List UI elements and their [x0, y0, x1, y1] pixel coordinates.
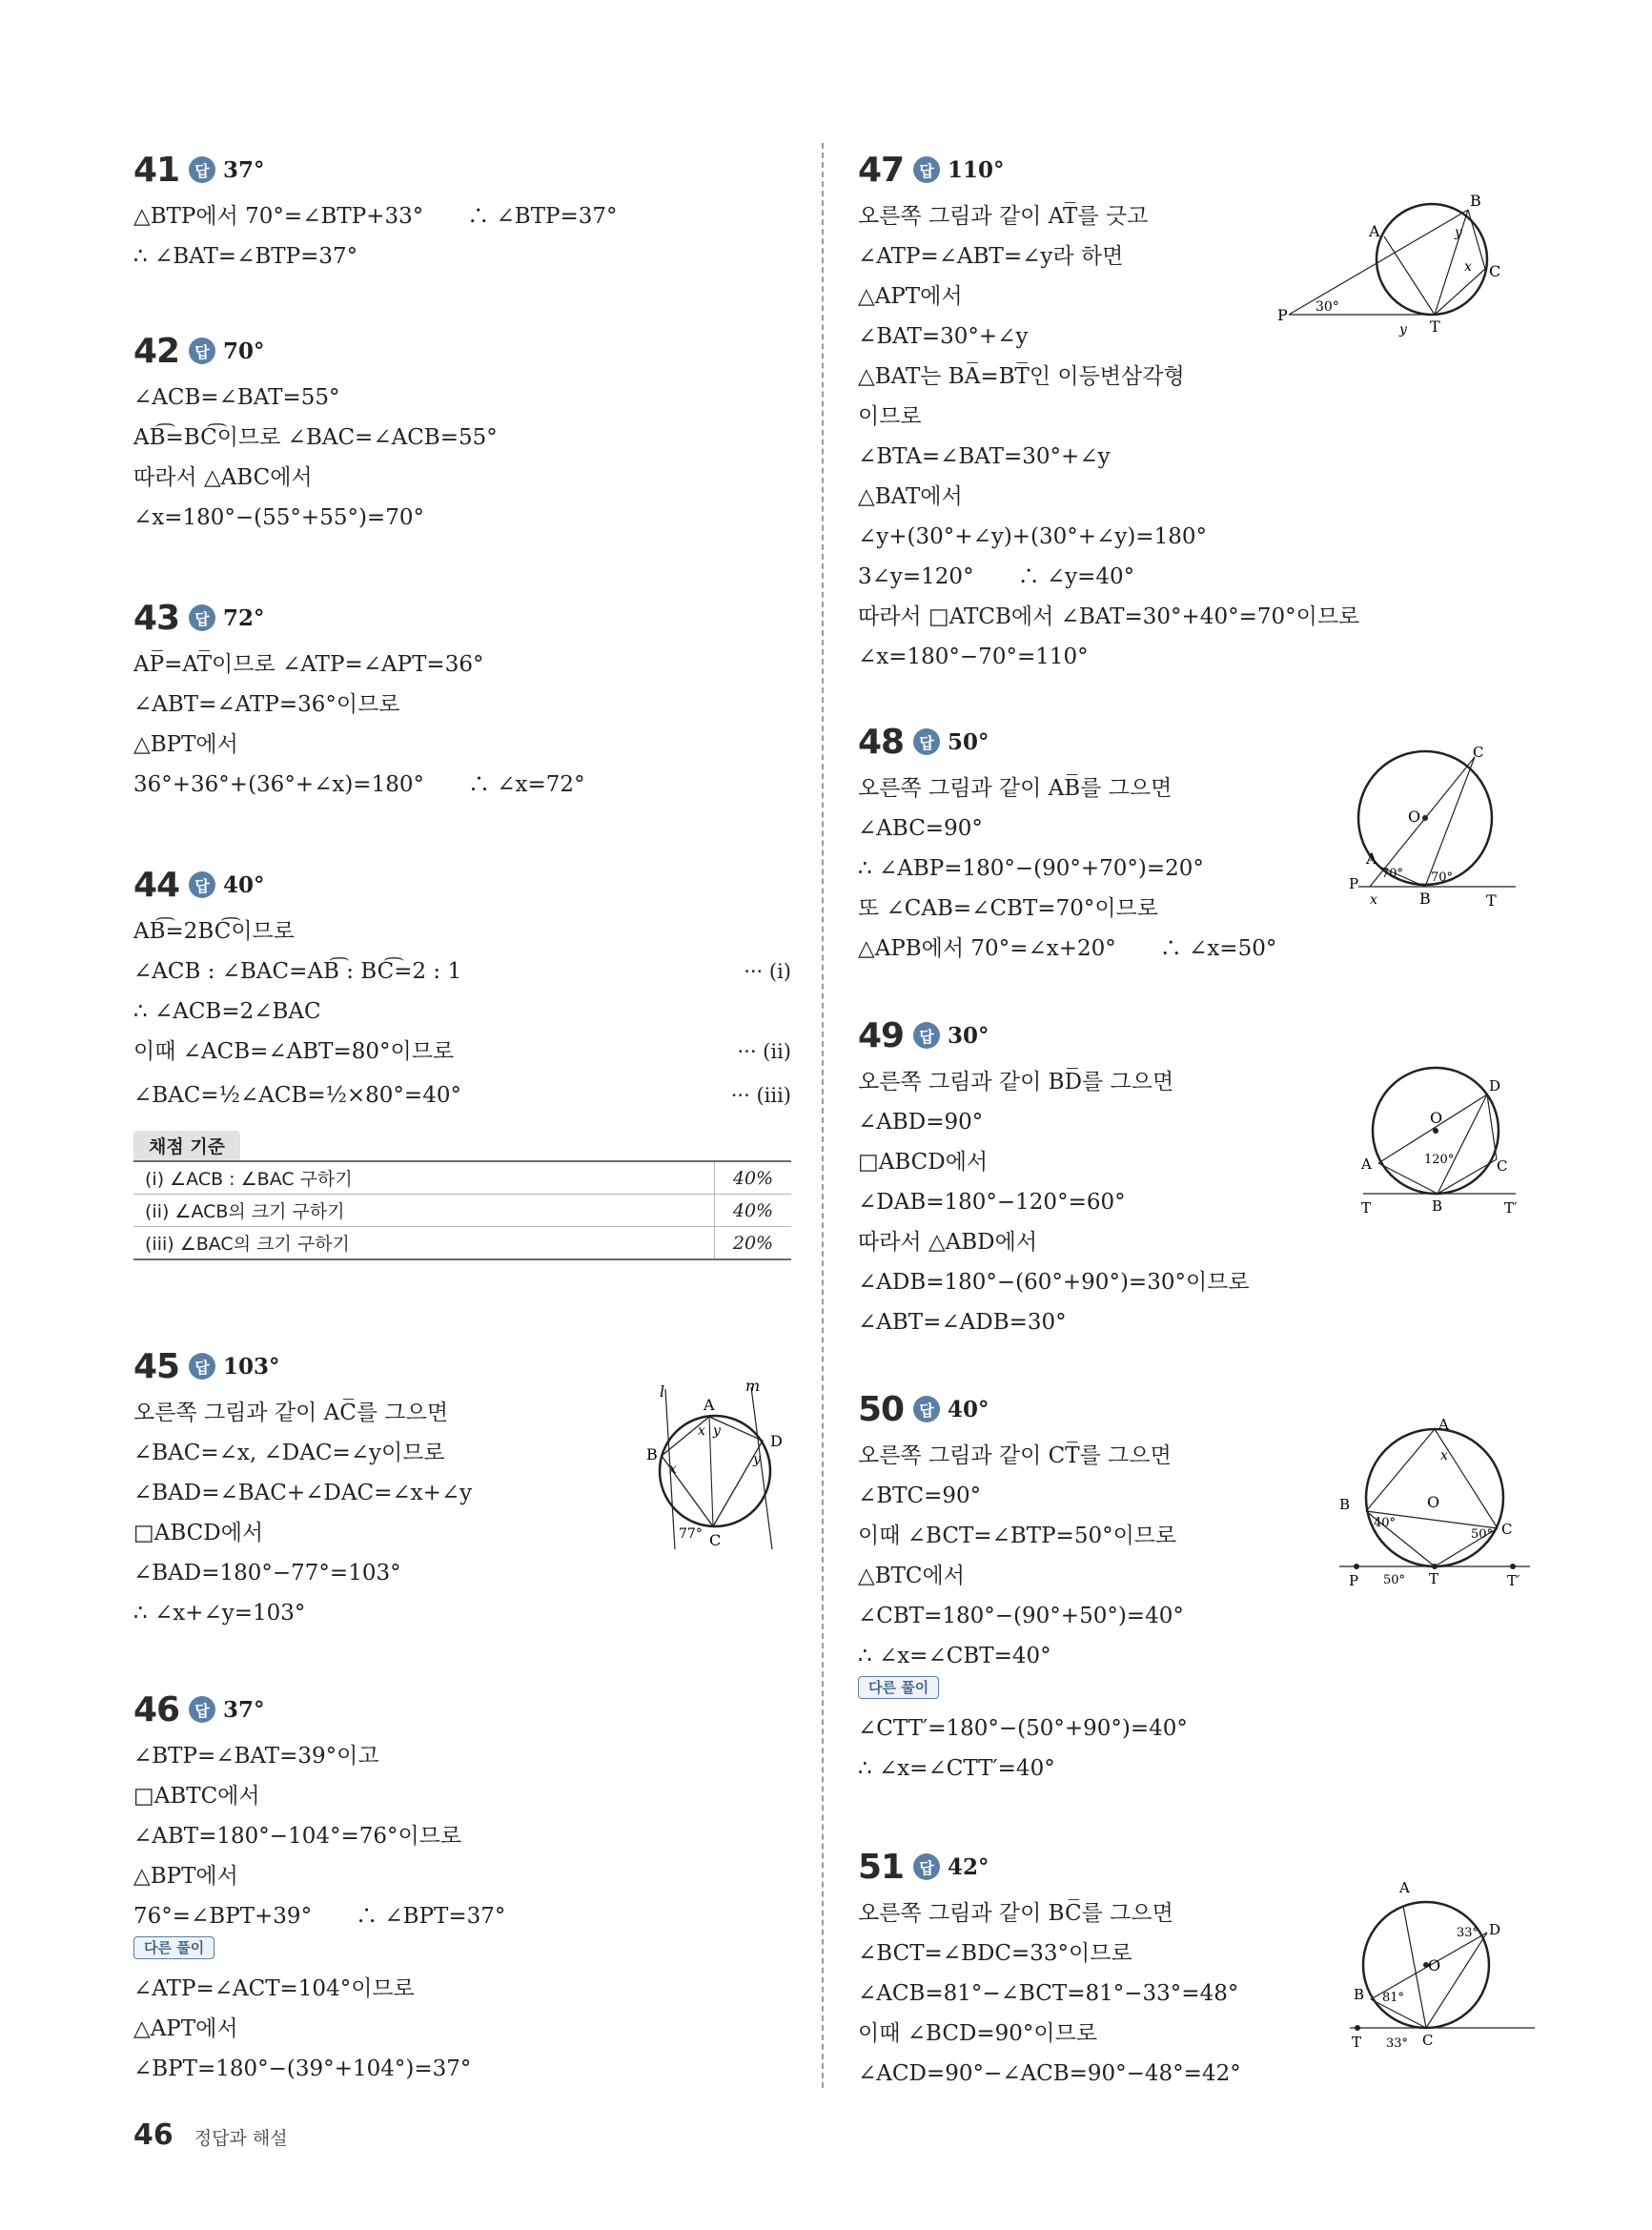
label-81: 81° — [1382, 1991, 1405, 2005]
page-footer — [133, 2118, 288, 2152]
problem-number: 45 — [133, 1346, 180, 1386]
problem-number: 46 — [133, 1689, 180, 1729]
solution-line — [133, 951, 791, 992]
problem-50 — [858, 1382, 1525, 1789]
solution-line: ∠ACB=∠BAT=55° — [133, 385, 340, 410]
label-d: D — [1489, 1077, 1501, 1095]
label-x: x — [1370, 892, 1377, 908]
solution-text: 이때 ∠ACB=∠ABT=80°이므로 — [133, 1039, 455, 1064]
scoring-criteria — [133, 1131, 791, 1260]
label-33: 33° — [1457, 1926, 1479, 1940]
solution-line: AB͡=2BC͡이므로 — [133, 919, 295, 944]
label-t: T — [1430, 317, 1440, 336]
label-b: B — [646, 1445, 658, 1463]
label-y2: y — [1399, 322, 1407, 338]
label-b: B — [1339, 1496, 1351, 1513]
label-x: x — [1440, 1448, 1448, 1463]
label-a: A — [1438, 1416, 1449, 1433]
label-c: C — [1473, 744, 1484, 761]
alt-solution-tag-row — [133, 1936, 791, 1969]
label-m: m — [745, 1378, 761, 1395]
problem-number: 50 — [858, 1389, 905, 1429]
label-c: C — [709, 1531, 722, 1549]
circle-diagram — [1344, 1873, 1535, 2058]
label-c: C — [1422, 2032, 1434, 2049]
criteria-pct: 40% — [715, 1161, 792, 1195]
solution-line: △BPT에서 — [133, 1864, 238, 1889]
solution-line: △BAT에서 — [858, 484, 963, 509]
solution-line: □ABTC에서 — [133, 1784, 260, 1809]
solution-line: ∠ABT=∠ADB=30° — [858, 1310, 1067, 1335]
solution-line: ∠BAD=180°−77°=103° — [133, 1561, 401, 1586]
answer-badge: 답 — [913, 1022, 940, 1049]
label-t: T — [1429, 1570, 1439, 1587]
problem-43 — [133, 591, 791, 805]
label-c: C — [1501, 1521, 1513, 1538]
label-a: A — [704, 1396, 715, 1414]
circle-diagram — [1344, 1056, 1525, 1232]
solution-line: 이때 ∠BCD=90°이므로 — [858, 2021, 1098, 2046]
label-y2: y — [753, 1452, 761, 1467]
solution-line: 이므로 — [858, 404, 922, 429]
solution-line: 3∠y=120° ∴ ∠y=40° — [858, 564, 1135, 589]
label-b: B — [1432, 1197, 1443, 1215]
answer-value: 110° — [948, 156, 1005, 183]
solution-line: 또 ∠CAB=∠CBT=70°이므로 — [858, 896, 1158, 921]
answer-badge: 답 — [913, 1853, 940, 1880]
solution-line: ∠ACB=81°−∠BCT=81°−33°=48° — [858, 1981, 1239, 2006]
solution-line: 76°=∠BPT+39° ∴ ∠BPT=37° — [133, 1904, 506, 1929]
label-40: 40° — [1374, 1516, 1397, 1530]
label-x2: x — [669, 1462, 677, 1477]
answer-badge: 답 — [913, 728, 940, 755]
problem-46 — [133, 1683, 791, 2089]
answer-badge: 답 — [189, 604, 215, 631]
label-t-prime: T′ — [1507, 1572, 1520, 1589]
solution-line: ∠BAC=∠x, ∠DAC=∠y이므로 — [133, 1441, 445, 1465]
label-a: A — [1361, 1156, 1372, 1173]
problem-42 — [133, 324, 791, 538]
solution-line: ∠CTT′=180°−(50°+90°)=40° — [858, 1716, 1188, 1741]
label-30: 30° — [1315, 299, 1339, 315]
label-t: T — [1486, 891, 1497, 910]
answer-badge: 답 — [913, 1396, 940, 1422]
label-t: T — [1352, 2034, 1362, 2051]
solution-line: ∠ADB=180°−(60°+90°)=30°이므로 — [858, 1270, 1250, 1295]
label-b: B — [1354, 1986, 1365, 2003]
problem-number: 48 — [858, 722, 905, 762]
criteria-label: (i) ∠ACB : ∠BAC 구하기 — [133, 1161, 715, 1195]
label-o: O — [1430, 1109, 1443, 1127]
solution-line: ∴ ∠x+∠y=103° — [133, 1601, 306, 1626]
solution-line: ∠x=180°−(55°+55°)=70° — [133, 505, 424, 530]
label-y: y — [713, 1423, 721, 1439]
label-x: x — [698, 1423, 705, 1439]
circle-diagram — [1277, 189, 1506, 345]
label-x: x — [1464, 259, 1472, 275]
answer-value: 70° — [223, 338, 265, 364]
solution-text: ∠BAC=½∠ACB=½×80°=40° — [133, 1083, 461, 1108]
solution-line — [133, 1032, 791, 1072]
page-number: 46 — [133, 2118, 173, 2152]
label-l: l — [660, 1382, 665, 1401]
step-ref: ··· (i) — [744, 960, 791, 983]
solution-line: ∠ABD=90° — [858, 1110, 984, 1135]
label-a: A — [1369, 222, 1380, 240]
label-a: A — [1366, 849, 1377, 868]
criteria-title: 채점 기준 — [133, 1131, 240, 1160]
label-b: B — [1419, 890, 1431, 908]
solution-line: △BTP에서 70°=∠BTP+33° ∴ ∠BTP=37° — [133, 204, 618, 229]
solution-line: AP̅=AT̅이므로 ∠ATP=∠APT=36° — [133, 652, 484, 677]
label-o: O — [1428, 1956, 1441, 1974]
label-d: D — [1489, 1921, 1501, 1938]
solution-line: ∠BCT=∠BDC=33°이므로 — [858, 1941, 1132, 1966]
answer-value: 40° — [223, 871, 265, 898]
solution-line: △BPT에서 — [133, 732, 238, 757]
solution-line: ∠ABC=90° — [858, 816, 983, 841]
solution-line: 따라서 △ABD에서 — [858, 1230, 1038, 1255]
solution-line: △APB에서 70°=∠x+20° ∴ ∠x=50° — [858, 936, 1277, 961]
answer-badge: 답 — [189, 156, 215, 183]
problem-number: 51 — [858, 1847, 905, 1887]
label-b: B — [1470, 192, 1481, 210]
circle-diagram — [629, 1378, 791, 1563]
label-p: P — [1277, 306, 1288, 324]
solution-line: ∴ ∠BAT=∠BTP=37° — [133, 244, 358, 269]
solution-line: ∠BTC=90° — [858, 1483, 982, 1508]
solution-line: 따라서 △ABC에서 — [133, 465, 313, 490]
solution-line: ∠y+(30°+∠y)+(30°+∠y)=180° — [858, 524, 1207, 549]
label-d: D — [770, 1432, 783, 1450]
label-c: C — [1489, 262, 1501, 280]
problem-41 — [133, 143, 791, 276]
circle-diagram — [1339, 1416, 1530, 1596]
answer-badge: 답 — [189, 338, 215, 364]
solution-line: ∴ ∠x=∠CTT′=40° — [858, 1756, 1055, 1781]
answer-value: 37° — [223, 156, 265, 183]
alt-solution-tag: 다른 풀이 — [858, 1676, 939, 1699]
solution-line: 오른쪽 그림과 같이 BC̅를 그으면 — [858, 1901, 1173, 1926]
criteria-pct: 40% — [715, 1195, 792, 1227]
criteria-label: (ii) ∠ACB의 크기 구하기 — [133, 1195, 715, 1227]
problem-number: 43 — [133, 598, 180, 638]
solution-line: ∠x=180°−70°=110° — [858, 644, 1089, 669]
solution-line: △BTC에서 — [858, 1564, 965, 1588]
solution-line: AB͡=BC͡이므로 ∠BAC=∠ACB=55° — [133, 425, 498, 450]
label-50: 50° — [1471, 1527, 1494, 1542]
solution-line: □ABCD에서 — [133, 1521, 264, 1545]
solution-line: ∴ ∠ACB=2∠BAC — [133, 999, 321, 1024]
label-p: P — [1349, 1572, 1359, 1589]
column-divider — [822, 143, 824, 2088]
problem-number: 49 — [858, 1015, 905, 1055]
solution-line: △APT에서 — [133, 2016, 238, 2041]
solution-line: ∠BPT=180°−(39°+104°)=37° — [133, 2056, 472, 2081]
problem-number: 47 — [858, 150, 905, 190]
answer-value: 72° — [223, 604, 265, 631]
step-ref: ··· (iii) — [730, 1084, 791, 1107]
label-50b: 50° — [1383, 1573, 1406, 1587]
label-p: P — [1349, 875, 1359, 892]
label-70b: 70° — [1431, 870, 1454, 885]
solution-line: 오른쪽 그림과 같이 CT̅를 그으면 — [858, 1443, 1172, 1468]
label-c: C — [1497, 1157, 1508, 1175]
solution-line: ∠ABT=180°−104°=76°이므로 — [133, 1824, 462, 1849]
answer-badge: 답 — [189, 1696, 215, 1723]
problem-51 — [858, 1840, 1525, 2094]
problem-47 — [858, 143, 1525, 677]
answer-value: 30° — [948, 1022, 989, 1049]
label-120: 120° — [1424, 1153, 1455, 1167]
solution-line: ∠BTA=∠BAT=30°+∠y — [858, 444, 1111, 469]
problem-number: 42 — [133, 331, 180, 371]
label-70a: 70° — [1381, 867, 1404, 881]
answer-badge: 답 — [189, 1353, 215, 1380]
answer-badge: 답 — [913, 156, 940, 183]
answer-value: 42° — [948, 1853, 989, 1880]
problem-48 — [858, 715, 1525, 969]
solution-line: ∠ACD=90°−∠ACB=90°−48°=42° — [858, 2061, 1241, 2086]
solution-line: △BAT는 BA̅=BT̅인 이등변삼각형 — [858, 364, 1185, 389]
problem-49 — [858, 1009, 1525, 1342]
solution-line: ∠DAB=180°−120°=60° — [858, 1190, 1126, 1215]
answer-value: 37° — [223, 1696, 265, 1723]
solution-line: 오른쪽 그림과 같이 AB̅를 그으면 — [858, 776, 1173, 801]
answer-value: 50° — [948, 728, 989, 755]
problem-number: 41 — [133, 150, 180, 190]
solution-line: 따라서 □ATCB에서 ∠BAT=30°+40°=70°이므로 — [858, 604, 1360, 629]
solution-line: 이때 ∠BCT=∠BTP=50°이므로 — [858, 1524, 1177, 1548]
step-ref: ··· (ii) — [737, 1040, 791, 1063]
answer-value: 103° — [223, 1353, 280, 1380]
solution-line: 오른쪽 그림과 같이 BD̅를 그으면 — [858, 1070, 1174, 1095]
solution-line: ∴ ∠x=∠CBT=40° — [858, 1644, 1051, 1668]
solution-text: ∠ACB : ∠BAC=AB͡ : BC͡=2 : 1 — [133, 959, 462, 984]
solution-line: △APT에서 — [858, 284, 963, 309]
table-row — [133, 1195, 791, 1227]
solution-line: ∠BAD=∠BAC+∠DAC=∠x+∠y — [133, 1481, 473, 1505]
criteria-label: (iii) ∠BAC의 크기 구하기 — [133, 1227, 715, 1260]
problem-44 — [133, 858, 791, 1260]
table-row — [133, 1161, 791, 1195]
label-77: 77° — [679, 1526, 703, 1542]
solution-line: ∴ ∠ABP=180°−(90°+70°)=20° — [858, 856, 1204, 881]
solution-line: □ABCD에서 — [858, 1150, 989, 1175]
label-t-prime: T′ — [1504, 1199, 1518, 1217]
table-row — [133, 1227, 791, 1260]
label-a: A — [1399, 1879, 1410, 1896]
label-t: T — [1361, 1199, 1372, 1217]
solution-line: ∠ABT=∠ATP=36°이므로 — [133, 692, 400, 717]
problem-45 — [133, 1340, 791, 1633]
solution-line: ∠CBT=180°−(90°+50°)=40° — [858, 1604, 1184, 1628]
solution-line: 오른쪽 그림과 같이 AT̅를 긋고 — [858, 204, 1149, 229]
circle-diagram — [1349, 744, 1520, 919]
solution-line: 오른쪽 그림과 같이 AC̅를 그으면 — [133, 1401, 449, 1425]
label-o: O — [1408, 808, 1421, 826]
solution-line — [133, 1072, 791, 1119]
criteria-table — [133, 1160, 791, 1260]
alt-solution-tag: 다른 풀이 — [133, 1936, 214, 1959]
label-o: O — [1427, 1493, 1440, 1511]
problem-number: 44 — [133, 865, 180, 905]
answer-value: 40° — [948, 1396, 989, 1422]
answer-badge: 답 — [189, 871, 215, 898]
solution-line: ∠ATP=∠ACT=104°이므로 — [133, 1976, 415, 2001]
solution-line: 36°+36°+(36°+∠x)=180° ∴ ∠x=72° — [133, 772, 585, 797]
criteria-pct: 20% — [715, 1227, 792, 1260]
solution-line: ∠BAT=30°+∠y — [858, 324, 1029, 349]
label-y: y — [1455, 225, 1462, 240]
solution-line: ∠BTP=∠BAT=39°이고 — [133, 1744, 379, 1769]
footer-title: 정답과 해설 — [194, 2128, 288, 2149]
alt-solution-tag-row — [858, 1676, 1525, 1708]
label-33b: 33° — [1386, 2036, 1409, 2051]
solution-line: ∠ATP=∠ABT=∠y라 하면 — [858, 244, 1124, 269]
